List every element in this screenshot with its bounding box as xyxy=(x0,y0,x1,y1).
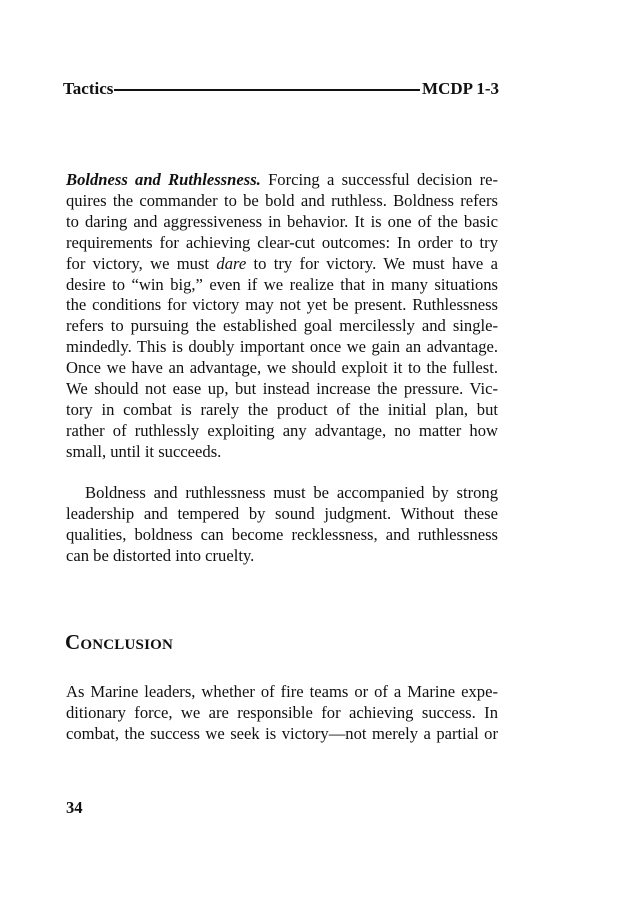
page-number: 34 xyxy=(66,798,83,817)
text-line: to daring and aggressiveness in behavior. It is one of the basic xyxy=(66,211,498,231)
text-line: Once we have an advantage, we should exploit it to the fullest. xyxy=(66,358,498,378)
text-line: combat, the success we seek is victory—not merely a partial or xyxy=(66,723,498,743)
emphasis-dare: dare xyxy=(216,253,247,273)
header-rule xyxy=(114,89,420,91)
text-line: requirements for achieving clear-cut outcomes: In order to try xyxy=(66,232,498,252)
text-line: tory in combat is rarely the product of the initial plan, but xyxy=(66,399,498,419)
header-publication-id: MCDP 1-3 xyxy=(422,79,499,98)
text-line: Boldness and Ruthlessness. Forcing a successful decision re- xyxy=(66,170,498,189)
text-line: desire to “win big,” even if we realize that in many situations xyxy=(66,274,498,294)
text-line: mindedly. This is doubly important once we gain an advantage. xyxy=(66,337,498,357)
text-line: As Marine leaders, whether of fire teams or of a Marine expe- xyxy=(66,682,498,701)
text-line: ditionary force, we are responsible for achieving success. In xyxy=(66,702,498,722)
paragraph-leadership-judgment xyxy=(66,483,498,567)
text-line: for victory, we must dare to try for victory. We must have a xyxy=(66,253,499,273)
text-line: the conditions for victory may not yet be present. Ruthlessness xyxy=(66,295,498,315)
text-line: small, until it succeeds. xyxy=(66,441,222,461)
section-heading-conclusion: Conclusion xyxy=(65,630,174,654)
text-line: leadership and tempered by sound judgment. Without these xyxy=(66,503,498,523)
header-title: Tactics xyxy=(63,79,114,98)
running-header xyxy=(63,78,499,100)
paragraph-lead-in: Boldness and Ruthlessness. xyxy=(66,170,261,189)
text-line: We should not ease up, but instead increase the pressure. Vic- xyxy=(66,379,498,399)
text-line: Boldness and ruthlessness must be accompanied by strong xyxy=(85,483,498,502)
paragraph-boldness-ruthlessness xyxy=(66,170,498,463)
text-line: rather of ruthlessly exploiting any advantage, no matter how xyxy=(66,420,498,440)
text-line: can be distorted into cruelty. xyxy=(66,545,255,565)
text-line: refers to pursuing the established goal mercilessly and single- xyxy=(66,316,498,336)
paragraph-conclusion xyxy=(66,682,498,745)
text-line: quires the commander to be bold and ruthless. Boldness refers xyxy=(66,190,498,210)
text-line: qualities, boldness can become recklessness, and ruthlessness xyxy=(66,524,498,544)
